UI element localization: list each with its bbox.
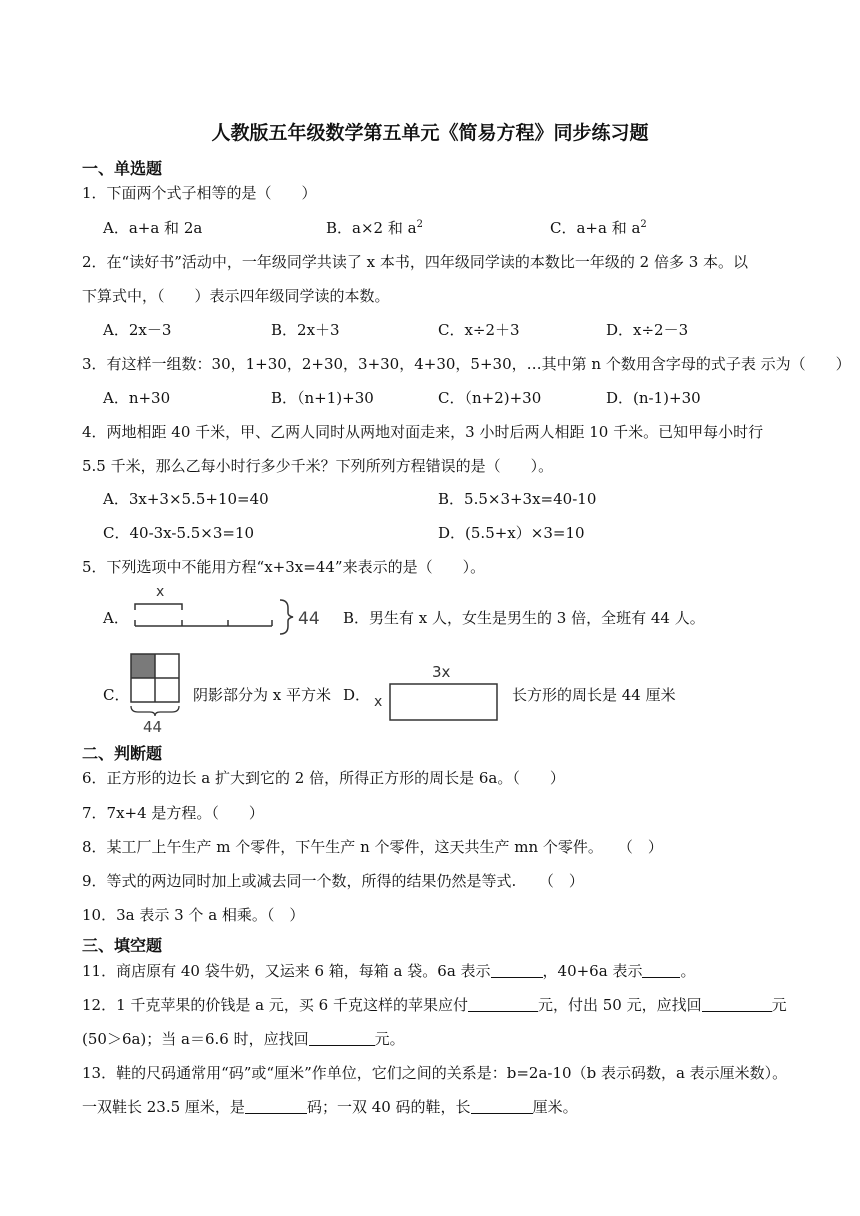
q5-option-b: B．男生有 x 人，女生是男生的 3 倍，全班有 44 人。 xyxy=(343,609,705,627)
q1-option-c: C．a+a 和 $a^2$ xyxy=(550,219,647,237)
q2-option-a: A．2x－3 xyxy=(103,321,172,339)
q4-option-c: C．40-3x-5.5×3=10 xyxy=(103,524,255,542)
section-heading-single-choice: 一、单选题 xyxy=(82,159,163,178)
q5-option-d-label: D． xyxy=(343,686,371,704)
q5-option-a-segment-figure xyxy=(130,580,335,642)
q1-stem: 1．下面两个式子相等的是（ ） xyxy=(82,184,317,202)
q3-option-a: A．n+30 xyxy=(103,389,171,407)
q13-blank-1[interactable] xyxy=(245,1098,307,1114)
fig-c-shaded-cell xyxy=(131,654,155,678)
q4-stem-line1: 4．两地相距 40 千米，甲、乙两人同时从两地对面走来，3 小时后两人相距 10 千米。已知甲每小时行 xyxy=(82,423,764,441)
q5-option-c-text: 阴影部分为 x 平方米 xyxy=(193,686,331,704)
q4-option-a: A．3x+3×5.5+10=40 xyxy=(103,490,269,508)
q11-blank-2[interactable] xyxy=(642,962,680,978)
q2-stem-line2: 下算式中，（ ）表示四年级同学读的本数。 xyxy=(82,287,390,305)
q2-option-c: C．x÷2＋3 xyxy=(438,321,520,339)
q4-option-d: D．(5.5+x）×3=10 xyxy=(438,524,585,542)
q12-line1: 12．1 千克苹果的价钱是 a 元，买 6 千克这样的苹果应付 元，付出 50 元，应找回 元 xyxy=(82,996,787,1014)
q13-line1: 13．鞋的尺码通常用“码”或“厘米”作单位，它们之间的关系是：b=2a-10（b 表示码数，a 表示厘米数）。 xyxy=(82,1064,788,1082)
q4-option-b: B．5.5×3+3x=40-10 xyxy=(438,490,597,508)
fig-a-x-label: x xyxy=(156,584,165,600)
q5-option-c-label: C． xyxy=(103,686,130,704)
q8-statement: 8．某工厂上午生产 m 个零件，下午生产 n 个零件，这天共生产 mn 个零件。 （ ） xyxy=(82,838,663,856)
q5-option-c-grid-figure xyxy=(126,650,184,736)
q2-stem-line1: 2．在“读好书”活动中，一年级同学共读了 x 本书，四年级同学读的本数比一年级的 2 倍多 3 本。以 xyxy=(82,253,749,271)
fig-a-right-brace xyxy=(280,600,293,634)
q5-option-d-rectangle-figure xyxy=(370,660,505,726)
q5-option-a-label: A． xyxy=(103,609,129,627)
fig-c-bottom-brace xyxy=(131,706,179,716)
q1-option-b: B．a×2 和 $a^2$ xyxy=(326,219,423,237)
q12-blank-3[interactable] xyxy=(309,1030,375,1046)
q6-statement: 6．正方形的边长 a 扩大到它的 2 倍，所得正方形的周长是 6a。（ ） xyxy=(82,769,565,787)
q10-statement: 10．3a 表示 3 个 a 相乘。（ ） xyxy=(82,906,305,924)
q3-stem: 3．有这样一组数：30，1+30，2+30，3+30，4+30，5+30，…其中第 n 个数用含字母的式子表 示为（ ） xyxy=(82,355,851,373)
q3-option-c: C．（n+2)+30 xyxy=(438,389,542,407)
q4-stem-line2: 5.5 千米，那么乙每小时行多少千米？下列所列方程错误的是（ ）。 xyxy=(82,457,554,475)
page-title: 人教版五年级数学第五单元《简易方程》同步练习题 xyxy=(211,122,649,144)
q9-statement: 9．等式的两边同时加上或减去同一个数，所得的结果仍然是等式. （ ） xyxy=(82,872,584,890)
q11-blank-1[interactable] xyxy=(491,962,543,978)
q5-option-d-text: 长方形的周长是 44 厘米 xyxy=(512,686,676,704)
q13-blank-2[interactable] xyxy=(471,1098,533,1114)
q2-option-d: D．x÷2－3 xyxy=(606,321,689,339)
q12-line2: (50＞6a)；当 a＝6.6 时，应找回 元。 xyxy=(82,1030,405,1048)
fig-c-44-label: 44 xyxy=(143,718,163,736)
section-heading-true-false: 二、判断题 xyxy=(82,744,163,763)
fig-a-x-bracket xyxy=(135,604,182,610)
fig-a-segment-ticks xyxy=(135,620,272,626)
fig-d-rectangle xyxy=(390,684,497,720)
section-heading-fill-in: 三、填空题 xyxy=(82,936,163,955)
fig-a-44-label: 44 xyxy=(298,609,320,629)
fig-d-3x-label: 3x xyxy=(432,663,451,681)
q3-option-b: B．（n+1)+30 xyxy=(271,389,374,407)
q1-option-a: A．a+a 和 2a xyxy=(103,219,203,237)
q5-stem: 5．下列选项中不能用方程“x+3x=44”来表示的是（ ）。 xyxy=(82,558,486,576)
q11-line: 11．商店原有 40 袋牛奶，又运来 6 箱，每箱 a 袋。6a 表示 ，40+6a 表示 。 xyxy=(82,962,696,980)
q7-statement: 7．7x+4 是方程。（ ） xyxy=(82,804,264,822)
fig-d-x-label: x xyxy=(374,694,383,710)
q3-option-d: D．(n-1)+30 xyxy=(606,389,701,407)
q13-line2: 一双鞋长 23.5 厘米，是 码；一双 40 码的鞋，长 厘米。 xyxy=(82,1098,578,1116)
q12-blank-2[interactable] xyxy=(702,996,772,1012)
q2-option-b: B．2x＋3 xyxy=(271,321,340,339)
q12-blank-1[interactable] xyxy=(468,996,538,1012)
